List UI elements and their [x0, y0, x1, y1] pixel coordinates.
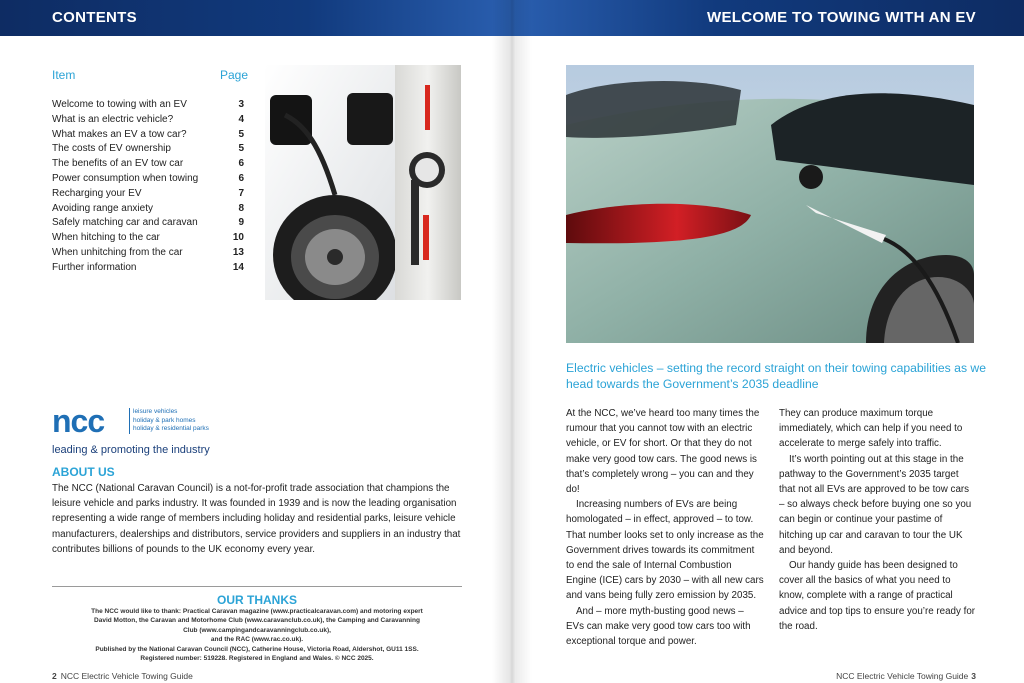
toc-row — [52, 157, 244, 172]
toc-row — [52, 216, 244, 231]
thanks-line: David Motton, the Caravan and Motorhome Club (www.caravanclub.co.uk), the Camping and Caravanning — [94, 617, 420, 625]
right-page — [512, 0, 1024, 683]
right-page-number: 3 — [971, 671, 976, 681]
thanks-line: Club (www.campingandcaravanningclub.co.uk), — [183, 626, 331, 634]
toc-item-page: 6 — [238, 158, 244, 170]
toc-row — [52, 113, 244, 128]
welcome-banner: WELCOME TO TOWING WITH AN EV — [512, 0, 1024, 36]
ev-car-photo — [566, 65, 974, 343]
ncc-logo — [52, 404, 210, 456]
toc-item-page: 13 — [232, 246, 244, 258]
about-heading: ABOUT US — [52, 465, 115, 479]
ncc-logo-tags — [129, 408, 209, 434]
left-page-number: 2 — [52, 671, 57, 681]
ncc-logo-word: ncc — [52, 403, 105, 439]
toc-row — [52, 172, 244, 187]
article-paragraph: Our handy guide has been designed to cover all the basics of what you need to know, complete with a range of practical advice and top tips to ensure you’re ready for the road. — [779, 560, 976, 632]
toc-item-title: When unhitching from the car — [52, 246, 183, 258]
toc-page-header: Page — [219, 68, 248, 82]
toc-item-title: When hitching to the car — [52, 232, 160, 244]
toc-row — [52, 142, 244, 157]
toc-row — [52, 261, 244, 276]
ev-car-photo-art — [566, 65, 974, 343]
toc-header — [52, 68, 248, 82]
thanks-line: Published by the National Caravan Council (NCC), Catherine House, Victoria Road, Aldershot, GU11 1SS. — [95, 645, 419, 653]
toc-item-page: 8 — [238, 202, 244, 214]
charging-photo — [265, 65, 461, 300]
toc-row — [52, 98, 244, 113]
toc-item-title: Safely matching car and caravan — [52, 217, 198, 229]
thanks-heading: OUR THANKS — [217, 593, 297, 607]
thanks-line: and the RAC (www.rac.co.uk). — [210, 636, 304, 644]
toc-row — [52, 246, 244, 261]
toc-item-page: 14 — [232, 261, 244, 273]
thanks-body — [52, 607, 462, 663]
logo-tag: holiday & park homes — [133, 416, 196, 424]
logo-tag: leisure vehicles — [133, 408, 178, 415]
toc-item-title: The costs of EV ownership — [52, 143, 171, 155]
toc-list — [52, 98, 244, 276]
toc-item-title: What makes an EV a tow car? — [52, 128, 187, 140]
toc-row — [52, 202, 244, 217]
thanks-line: Registered number: 519228. Registered in England and Wales. © NCC 2025. — [140, 655, 374, 663]
toc-item-page: 9 — [238, 217, 244, 229]
contents-banner: CONTENTS — [0, 0, 512, 36]
toc-item-title: Welcome to towing with an EV — [52, 99, 187, 110]
article-column-1 — [566, 406, 764, 649]
right-footer-title: NCC Electric Vehicle Towing Guide — [836, 671, 969, 681]
about-body: The NCC (National Caravan Council) is a not-for-profit trade association that champions the leisure vehicle and parks industry. It was founded in 1939 and is now the leading organisation representing a wide range of members including holiday and residential parks, leisure vehicle manufacturers, dealerships and distributors, service providers and suppliers in an industry that contributes billions of pounds to the UK economy every year. — [52, 483, 461, 555]
ncc-tagline: leading & promoting the industry — [52, 444, 210, 456]
logo-tag: holiday & residential parks — [133, 425, 209, 432]
toc-item-title: The benefits of an EV tow car — [52, 158, 184, 170]
article-paragraph: They can produce maximum torque immediately, which can help if you need to accelerate to merge safely into traffic. — [779, 408, 963, 450]
right-footer — [836, 671, 976, 681]
article-paragraph: Increasing numbers of EVs are being homologated – in effect, approved – to tow. That number looks set to only increase as the Government drives towards its commitment to end the sale of Internal Combustion Engine (ICE) cars by 2030 – with all new cars and vans being fully zero emission by 2035. — [566, 499, 764, 602]
toc-item-title: Power consumption when towing — [52, 172, 199, 184]
toc-item-title: Avoiding range anxiety — [52, 202, 153, 214]
toc-item-title: Recharging your EV — [52, 187, 142, 199]
left-footer — [52, 671, 193, 681]
charging-photo-art — [265, 65, 461, 300]
toc-item-page: 5 — [238, 143, 244, 155]
toc-item-page: 3 — [238, 99, 244, 110]
left-footer-title: NCC Electric Vehicle Towing Guide — [60, 671, 193, 681]
article-headline: Electric vehicles – setting the record straight on their towing capabilities as we head towards the Government’s 2035 deadline — [566, 361, 986, 391]
article-paragraph: It’s worth pointing out at this stage in the pathway to the Government’s 2035 target that not all EVs are approved to be tow cars – so always check before buying one so you can begin or continue your pastime of hitching up car and caravan to tour the UK and beyond. — [779, 453, 972, 556]
article-paragraph: At the NCC, we’ve heard too many times the rumour that you cannot tow with an electric vehicle, or EV for short. Or that they do not make very good tow cars. The good news is that’s completely wrong – you can and they do! — [566, 408, 760, 496]
article-column-2 — [779, 406, 977, 634]
toc-item-page: 6 — [238, 172, 244, 184]
toc-item-page: 10 — [232, 232, 244, 244]
toc-item-page: 4 — [238, 113, 244, 125]
toc-item-page: 5 — [238, 128, 244, 140]
toc-row — [52, 231, 244, 246]
thanks-line: The NCC would like to thank: Practical Caravan magazine (www.practicalcaravan.com) and motoring expert — [91, 608, 423, 615]
toc-row — [52, 128, 244, 143]
divider — [52, 586, 462, 587]
article-paragraph: And – more myth-busting good news – EVs can make very good tow cars too with exceptional torque and power. — [566, 605, 751, 648]
toc-row — [52, 187, 244, 202]
toc-item-header: Item — [52, 68, 76, 82]
toc-item-page: 7 — [238, 187, 244, 199]
toc-item-title: What is an electric vehicle? — [52, 113, 174, 125]
toc-item-title: Further information — [52, 261, 137, 273]
